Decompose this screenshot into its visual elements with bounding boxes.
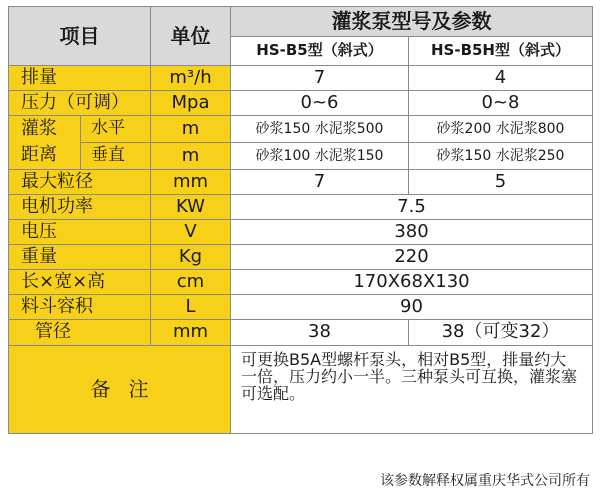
cell-model-a: 砂浆150 水泥浆500 xyxy=(231,116,409,143)
row-label: 电压 xyxy=(9,220,151,245)
cell-model-b: 0~8 xyxy=(409,91,593,116)
remark-text: 可更换B5A型螺杆泵头，相对B5型，排量约大一倍，压力约小一半。三种泵头可互换，灌浆塞可选配。 xyxy=(231,346,593,434)
header-group: 灌浆泵型号及参数 xyxy=(231,7,593,37)
row-label: 重量 xyxy=(9,245,151,270)
cell-model-b: 38（可变32） xyxy=(409,320,593,346)
cell-model-b: 4 xyxy=(409,66,593,91)
cell-model-a: 砂浆100 水泥浆150 xyxy=(231,143,409,170)
row-label: 最大粒径 xyxy=(9,170,151,195)
cell-value: 90 xyxy=(231,295,593,320)
row-unit: m xyxy=(151,116,231,143)
row-unit: KW xyxy=(151,195,231,220)
row-label: 灌浆 xyxy=(9,116,81,143)
header-unit: 单位 xyxy=(151,7,231,66)
header-model-b: HS-B5H型（斜式） xyxy=(409,37,593,66)
row-sublabel: 水平 xyxy=(81,116,151,143)
row-unit: mm xyxy=(151,170,231,195)
header-item: 项目 xyxy=(9,7,151,66)
cell-model-a: 7 xyxy=(231,66,409,91)
cell-value: 7.5 xyxy=(231,195,593,220)
row-label: 排量 xyxy=(9,66,151,91)
cell-value: 220 xyxy=(231,245,593,270)
cell-model-b: 砂浆150 水泥浆250 xyxy=(409,143,593,170)
row-unit: L xyxy=(151,295,231,320)
header-model-a: HS-B5型（斜式） xyxy=(231,37,409,66)
row-unit: mm xyxy=(151,320,231,346)
row-unit: Kg xyxy=(151,245,231,270)
copyright-footer: 该参数解释权属重庆华式公司所有 xyxy=(380,473,590,489)
cell-value: 380 xyxy=(231,220,593,245)
row-label: 长×宽×高 xyxy=(9,270,151,295)
cell-model-a: 0~6 xyxy=(231,91,409,116)
row-label: 料斗容积 xyxy=(9,295,151,320)
row-unit: Mpa xyxy=(151,91,231,116)
row-unit: m xyxy=(151,143,231,170)
cell-value: 170X68X130 xyxy=(231,270,593,295)
cell-model-b: 5 xyxy=(409,170,593,195)
remark-label: 备注 xyxy=(9,346,231,434)
cell-model-a: 38 xyxy=(231,320,409,346)
row-unit: V xyxy=(151,220,231,245)
row-label: 管径 xyxy=(9,320,151,346)
spec-table xyxy=(8,6,593,434)
row-sublabel: 垂直 xyxy=(81,143,151,170)
row-label: 压力（可调） xyxy=(9,91,151,116)
cell-model-a: 7 xyxy=(231,170,409,195)
row-unit: cm xyxy=(151,270,231,295)
row-label: 距离 xyxy=(9,143,81,170)
cell-model-b: 砂浆200 水泥浆800 xyxy=(409,116,593,143)
row-label: 电机功率 xyxy=(9,195,151,220)
row-unit: m³/h xyxy=(151,66,231,91)
